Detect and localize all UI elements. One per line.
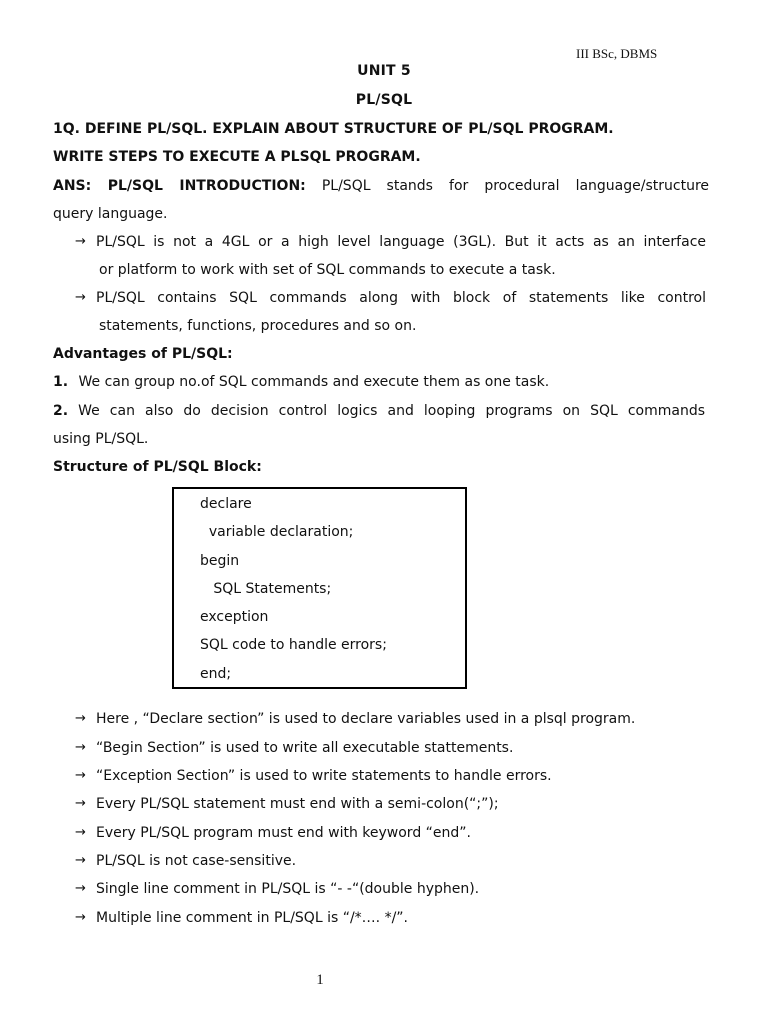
page-number: 1 (316, 972, 324, 988)
arrow-icon: → (75, 234, 86, 249)
plsql-block-box (172, 487, 467, 689)
arrow-icon: → (75, 290, 86, 305)
intro-bullet-1-line-1: PL/SQL is not a 4GL or a high level language (3GL). But it acts as an interface (96, 234, 706, 250)
structure-heading: Structure of PL/SQL Block: (53, 459, 262, 475)
advantage-number: 2. (53, 403, 69, 419)
arrow-icon: → (75, 825, 86, 840)
note-item: Every PL/SQL program must end with keyword “end”. (96, 825, 471, 841)
note-item: Multiple line comment in PL/SQL is “/*…. */”. (96, 910, 408, 926)
arrow-icon: → (75, 740, 86, 755)
arrow-icon: → (75, 853, 86, 868)
intro-bullet-2-line-2: statements, functions, procedures and so on. (99, 318, 417, 334)
arrow-icon: → (75, 711, 86, 726)
note-item: Here , “Declare section” is used to declare variables used in a plsql program. (96, 711, 636, 727)
code-line: begin (200, 553, 240, 569)
note-item: “Exception Section” is used to write statements to handle errors. (96, 768, 552, 784)
advantage-item-1 (53, 373, 549, 391)
question-line-2: WRITE STEPS TO EXECUTE A PLSQL PROGRAM. (53, 149, 421, 165)
course-header: III BSc, DBMS (576, 46, 658, 61)
code-line: end; (200, 666, 232, 682)
advantages-heading: Advantages of PL/SQL: (53, 346, 233, 362)
arrow-icon: → (75, 768, 86, 783)
code-line: SQL code to handle errors; (200, 637, 387, 653)
code-line: SQL Statements; (200, 581, 332, 597)
advantage-text: We can group no.of SQL commands and execute them as one task. (78, 374, 550, 390)
answer-intro-line-1 (53, 177, 709, 195)
intro-bullet-2-line-1: PL/SQL contains SQL commands along with block of statements like control (96, 290, 706, 306)
code-line: variable declaration; (200, 524, 354, 540)
advantage-number: 1. (53, 374, 69, 390)
answer-intro-line-2: query language. (53, 206, 168, 222)
advantage-item-2-line-1 (53, 402, 705, 420)
topic-title: PL/SQL (355, 92, 413, 108)
arrow-icon: → (75, 796, 86, 811)
note-item: Every PL/SQL statement must end with a semi-colon(“;”); (96, 796, 499, 812)
note-item: “Begin Section” is used to write all executable stattements. (96, 740, 514, 756)
answer-intro-text: PL/SQL stands for procedural language/structure (321, 178, 710, 194)
unit-title: UNIT 5 (357, 63, 411, 79)
advantage-text: We can also do decision control logics and looping programs on SQL commands (78, 403, 706, 419)
code-line: exception (200, 609, 269, 625)
advantage-item-2-line-2: using PL/SQL. (53, 431, 149, 447)
arrow-icon: → (75, 881, 86, 896)
code-line: declare (200, 496, 252, 512)
question-line-1: 1Q. DEFINE PL/SQL. EXPLAIN ABOUT STRUCTURE OF PL/SQL PROGRAM. (53, 121, 614, 137)
note-item: Single line comment in PL/SQL is “- -“(double hyphen). (96, 881, 480, 897)
answer-label: ANS: PL/SQL INTRODUCTION: (53, 178, 306, 194)
note-item: PL/SQL is not case-sensitive. (96, 853, 297, 869)
intro-bullet-1-line-2: or platform to work with set of SQL commands to execute a task. (99, 262, 556, 278)
arrow-icon: → (75, 910, 86, 925)
